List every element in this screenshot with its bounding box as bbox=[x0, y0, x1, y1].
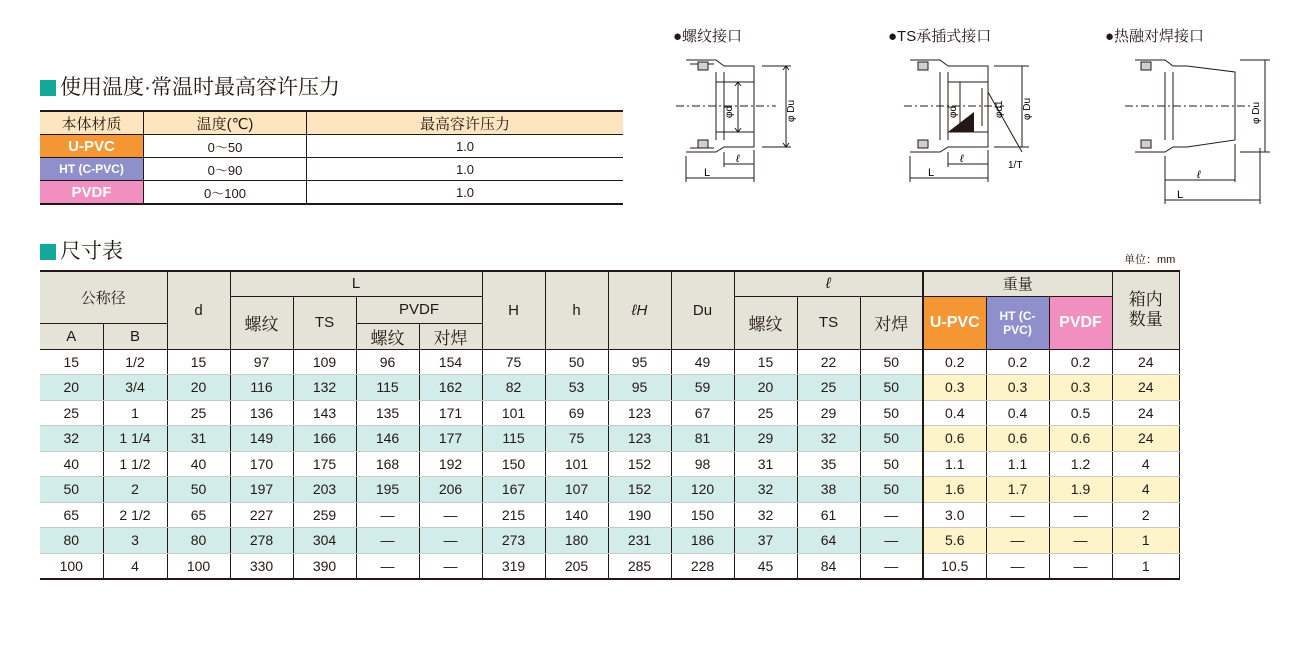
table-cell: 186 bbox=[671, 528, 734, 554]
table-cell: 259 bbox=[293, 502, 356, 528]
table-cell: 167 bbox=[482, 477, 545, 503]
table-cell: — bbox=[1049, 528, 1112, 554]
table-cell: 175 bbox=[293, 451, 356, 477]
header-nominal: 公称径 bbox=[40, 271, 167, 323]
table-cell: 115 bbox=[356, 375, 419, 401]
unit-label: 单位：mm bbox=[1124, 254, 1176, 266]
table-cell: 32 bbox=[40, 426, 103, 452]
table-cell: 152 bbox=[608, 477, 671, 503]
table-cell: 152 bbox=[608, 451, 671, 477]
table-cell: 154 bbox=[419, 349, 482, 375]
table-cell: 195 bbox=[356, 477, 419, 503]
table-cell: 177 bbox=[419, 426, 482, 452]
table-cell: 120 bbox=[671, 477, 734, 503]
table-cell: 65 bbox=[40, 502, 103, 528]
table-cell: 1.2 bbox=[1049, 451, 1112, 477]
du-label: φ Du bbox=[786, 99, 797, 122]
table-cell: 98 bbox=[671, 451, 734, 477]
table-cell: 50 bbox=[40, 477, 103, 503]
table-cell: 20 bbox=[167, 375, 230, 401]
table-cell: 2 bbox=[103, 477, 167, 503]
pressure-section-title bbox=[40, 76, 340, 100]
table-cell: 3.0 bbox=[923, 502, 986, 528]
table-cell: 168 bbox=[356, 451, 419, 477]
table-cell: 390 bbox=[293, 553, 356, 579]
table-row bbox=[40, 158, 623, 181]
temp-cell: 0～100 bbox=[144, 181, 307, 205]
table-cell: — bbox=[419, 553, 482, 579]
table-cell: 0.4 bbox=[923, 400, 986, 426]
table-cell: 1.1 bbox=[986, 451, 1049, 477]
table-cell: 171 bbox=[419, 400, 482, 426]
table-row bbox=[40, 451, 1180, 477]
threaded-joint-diagram bbox=[676, 52, 806, 187]
table-cell: 22 bbox=[797, 349, 860, 375]
header-b: B bbox=[103, 323, 167, 349]
table-cell: 75 bbox=[545, 426, 608, 452]
table-cell: 32 bbox=[734, 502, 797, 528]
table-cell: 24 bbox=[1112, 375, 1180, 401]
section-marker bbox=[40, 244, 56, 260]
table-cell: 96 bbox=[356, 349, 419, 375]
table-cell: 1.9 bbox=[1049, 477, 1112, 503]
table-cell: 0.2 bbox=[986, 349, 1049, 375]
table-cell: — bbox=[356, 528, 419, 554]
table-row bbox=[40, 400, 1180, 426]
table-cell: 3 bbox=[103, 528, 167, 554]
table-row bbox=[40, 375, 1180, 401]
table-cell: 123 bbox=[608, 426, 671, 452]
table-cell: 330 bbox=[230, 553, 293, 579]
l-label: L bbox=[928, 167, 935, 179]
header-weight-pvdf: PVDF bbox=[1049, 296, 1112, 349]
table-cell: 190 bbox=[608, 502, 671, 528]
table-cell: 1 bbox=[103, 400, 167, 426]
table-cell: 4 bbox=[1112, 477, 1180, 503]
header-ell-weld: 对焊 bbox=[860, 296, 923, 349]
table-cell: 4 bbox=[1112, 451, 1180, 477]
d1-label: φd1 bbox=[994, 100, 1005, 118]
table-cell: 64 bbox=[797, 528, 860, 554]
table-cell: 59 bbox=[671, 375, 734, 401]
table-cell: — bbox=[356, 553, 419, 579]
table-cell: 100 bbox=[167, 553, 230, 579]
ell-label: ℓ bbox=[736, 153, 740, 165]
table-cell: 140 bbox=[545, 502, 608, 528]
table-cell: — bbox=[1049, 553, 1112, 579]
table-cell: 15 bbox=[734, 349, 797, 375]
table-cell: 0.3 bbox=[923, 375, 986, 401]
header-L-pvdf: PVDF bbox=[356, 296, 482, 323]
table-cell: 32 bbox=[734, 477, 797, 503]
header-max-pressure: 最高容许压力 bbox=[307, 111, 624, 135]
table-cell: 197 bbox=[230, 477, 293, 503]
table-cell: 0.3 bbox=[1049, 375, 1112, 401]
table-cell: 81 bbox=[671, 426, 734, 452]
table-cell: 15 bbox=[40, 349, 103, 375]
table-cell: 69 bbox=[545, 400, 608, 426]
table-cell: 0.3 bbox=[986, 375, 1049, 401]
table-cell: 304 bbox=[293, 528, 356, 554]
table-cell: 101 bbox=[482, 400, 545, 426]
table-cell: — bbox=[1049, 502, 1112, 528]
table-cell: — bbox=[860, 502, 923, 528]
table-cell: 205 bbox=[545, 553, 608, 579]
table-cell: 116 bbox=[230, 375, 293, 401]
temp-cell: 0～90 bbox=[144, 158, 307, 181]
table-cell: 109 bbox=[293, 349, 356, 375]
table-cell: 0.2 bbox=[923, 349, 986, 375]
table-cell: 206 bbox=[419, 477, 482, 503]
table-cell: 0.2 bbox=[1049, 349, 1112, 375]
size-title-text: 尺寸表 bbox=[60, 240, 123, 263]
table-cell: 38 bbox=[797, 477, 860, 503]
table-cell: 5.6 bbox=[923, 528, 986, 554]
table-cell: 150 bbox=[482, 451, 545, 477]
table-cell: 143 bbox=[293, 400, 356, 426]
header-L-ts: TS bbox=[293, 296, 356, 349]
header-h: h bbox=[545, 271, 608, 349]
header-a: A bbox=[40, 323, 103, 349]
table-cell: 50 bbox=[860, 400, 923, 426]
header-L-pvdf-thread: 螺纹 bbox=[356, 323, 419, 349]
table-cell: 80 bbox=[40, 528, 103, 554]
material-cell: HT (C-PVC) bbox=[40, 158, 144, 181]
temp-cell: 0～50 bbox=[144, 135, 307, 158]
table-cell: 25 bbox=[167, 400, 230, 426]
table-cell: 1 bbox=[1112, 553, 1180, 579]
table-cell: 50 bbox=[167, 477, 230, 503]
header-weight: 重量 bbox=[923, 271, 1112, 296]
table-cell: 10.5 bbox=[923, 553, 986, 579]
table-row bbox=[40, 349, 1180, 375]
table-cell: 24 bbox=[1112, 426, 1180, 452]
ell-label: ℓ bbox=[960, 153, 964, 165]
size-table bbox=[40, 270, 1180, 580]
header-L-thread: 螺纹 bbox=[230, 296, 293, 349]
table-cell: 29 bbox=[734, 426, 797, 452]
table-cell: 123 bbox=[608, 400, 671, 426]
table-row bbox=[40, 426, 1180, 452]
table-cell: 2 bbox=[1112, 502, 1180, 528]
d-label: φd bbox=[948, 105, 959, 118]
table-cell: 149 bbox=[230, 426, 293, 452]
table-cell: 180 bbox=[545, 528, 608, 554]
pressure-table bbox=[40, 110, 623, 205]
header-ell: ℓ bbox=[734, 271, 923, 296]
ts-diagram-title: ●TS承插式接口 bbox=[888, 28, 992, 45]
table-cell: 278 bbox=[230, 528, 293, 554]
table-cell: — bbox=[986, 553, 1049, 579]
fusion-diagram-title: ●热融对焊接口 bbox=[1105, 28, 1205, 45]
table-row bbox=[40, 502, 1180, 528]
table-cell: 146 bbox=[356, 426, 419, 452]
table-cell: 1/2 bbox=[103, 349, 167, 375]
pressure-cell: 1.0 bbox=[307, 158, 624, 181]
table-cell: 50 bbox=[860, 375, 923, 401]
table-cell: 65 bbox=[167, 502, 230, 528]
header-L-pvdf-weld: 对焊 bbox=[419, 323, 482, 349]
table-cell: 75 bbox=[482, 349, 545, 375]
table-cell: 115 bbox=[482, 426, 545, 452]
table-cell: 29 bbox=[797, 400, 860, 426]
table-cell: 67 bbox=[671, 400, 734, 426]
table-cell: 1.7 bbox=[986, 477, 1049, 503]
table-row bbox=[40, 181, 623, 205]
table-cell: 31 bbox=[167, 426, 230, 452]
table-cell: 227 bbox=[230, 502, 293, 528]
ts-joint-diagram bbox=[904, 52, 1044, 187]
header-box: 箱内 数量 bbox=[1112, 271, 1180, 349]
pressure-cell: 1.0 bbox=[307, 135, 624, 158]
table-cell: — bbox=[356, 502, 419, 528]
l-label: L bbox=[704, 167, 711, 179]
table-cell: 107 bbox=[545, 477, 608, 503]
table-cell: — bbox=[986, 502, 1049, 528]
du-label: φ Du bbox=[1022, 97, 1033, 120]
table-cell: 50 bbox=[860, 451, 923, 477]
threaded-diagram-title: ●螺纹接口 bbox=[673, 28, 743, 45]
table-row bbox=[40, 477, 1180, 503]
header-lH: ℓH bbox=[608, 271, 671, 349]
table-cell: 53 bbox=[545, 375, 608, 401]
pressure-cell: 1.0 bbox=[307, 181, 624, 205]
table-cell: 35 bbox=[797, 451, 860, 477]
table-cell: 25 bbox=[734, 400, 797, 426]
table-cell: 285 bbox=[608, 553, 671, 579]
section-marker bbox=[40, 80, 56, 96]
table-cell: 49 bbox=[671, 349, 734, 375]
table-cell: 15 bbox=[167, 349, 230, 375]
material-cell: PVDF bbox=[40, 181, 144, 205]
header-weight-ht: HT (C-PVC) bbox=[986, 296, 1049, 349]
table-cell: 0.6 bbox=[986, 426, 1049, 452]
pressure-title-text: 使用温度·常温时最高容许压力 bbox=[60, 76, 340, 99]
table-cell: 0.5 bbox=[1049, 400, 1112, 426]
table-cell: 97 bbox=[230, 349, 293, 375]
table-cell: — bbox=[419, 502, 482, 528]
table-cell: 3/4 bbox=[103, 375, 167, 401]
table-cell: 273 bbox=[482, 528, 545, 554]
table-cell: 150 bbox=[671, 502, 734, 528]
table-cell: 1 bbox=[1112, 528, 1180, 554]
table-cell: 84 bbox=[797, 553, 860, 579]
table-cell: 1 1/4 bbox=[103, 426, 167, 452]
table-cell: 0.6 bbox=[923, 426, 986, 452]
table-cell: 1 1/2 bbox=[103, 451, 167, 477]
header-temperature: 温度(℃) bbox=[144, 111, 307, 135]
ell-label: ℓ bbox=[1197, 169, 1201, 181]
table-cell: 228 bbox=[671, 553, 734, 579]
table-cell: — bbox=[986, 528, 1049, 554]
table-cell: 50 bbox=[860, 426, 923, 452]
table-cell: 20 bbox=[734, 375, 797, 401]
d-label: φd bbox=[724, 105, 735, 118]
header-material: 本体材质 bbox=[40, 111, 144, 135]
header-ell-ts: TS bbox=[797, 296, 860, 349]
table-cell: 1.1 bbox=[923, 451, 986, 477]
table-cell: 4 bbox=[103, 553, 167, 579]
table-cell: 319 bbox=[482, 553, 545, 579]
table-cell: 50 bbox=[860, 349, 923, 375]
table-cell: 50 bbox=[860, 477, 923, 503]
table-cell: — bbox=[860, 528, 923, 554]
table-cell: 37 bbox=[734, 528, 797, 554]
table-cell: 0.6 bbox=[1049, 426, 1112, 452]
table-cell: 100 bbox=[40, 553, 103, 579]
header-H: H bbox=[482, 271, 545, 349]
table-cell: 231 bbox=[608, 528, 671, 554]
header-L: L bbox=[230, 271, 482, 296]
table-cell: 203 bbox=[293, 477, 356, 503]
table-row bbox=[40, 135, 623, 158]
l-label: L bbox=[1177, 189, 1184, 201]
table-row bbox=[40, 528, 1180, 554]
taper-label: 1/T bbox=[1008, 160, 1023, 171]
table-cell: — bbox=[419, 528, 482, 554]
header-d: d bbox=[167, 271, 230, 349]
table-cell: 24 bbox=[1112, 400, 1180, 426]
table-cell: 50 bbox=[545, 349, 608, 375]
table-cell: — bbox=[860, 553, 923, 579]
fusion-joint-diagram bbox=[1125, 52, 1275, 212]
table-cell: 95 bbox=[608, 349, 671, 375]
table-cell: 61 bbox=[797, 502, 860, 528]
table-cell: 136 bbox=[230, 400, 293, 426]
table-cell: 40 bbox=[40, 451, 103, 477]
table-cell: 45 bbox=[734, 553, 797, 579]
table-cell: 166 bbox=[293, 426, 356, 452]
material-cell: U-PVC bbox=[40, 135, 144, 158]
header-weight-upvc: U-PVC bbox=[923, 296, 986, 349]
table-row bbox=[40, 553, 1180, 579]
size-section-title bbox=[40, 240, 123, 264]
header-ell-thread: 螺纹 bbox=[734, 296, 797, 349]
table-cell: 32 bbox=[797, 426, 860, 452]
table-cell: 82 bbox=[482, 375, 545, 401]
table-cell: 192 bbox=[419, 451, 482, 477]
table-cell: 25 bbox=[40, 400, 103, 426]
header-Du: Du bbox=[671, 271, 734, 349]
table-cell: 1.6 bbox=[923, 477, 986, 503]
table-cell: 25 bbox=[797, 375, 860, 401]
table-cell: 170 bbox=[230, 451, 293, 477]
table-cell: 31 bbox=[734, 451, 797, 477]
table-cell: 95 bbox=[608, 375, 671, 401]
table-cell: 132 bbox=[293, 375, 356, 401]
table-cell: 40 bbox=[167, 451, 230, 477]
table-cell: 2 1/2 bbox=[103, 502, 167, 528]
table-cell: 80 bbox=[167, 528, 230, 554]
du-label: φ Du bbox=[1251, 101, 1262, 124]
table-cell: 0.4 bbox=[986, 400, 1049, 426]
table-cell: 24 bbox=[1112, 349, 1180, 375]
table-cell: 101 bbox=[545, 451, 608, 477]
table-cell: 215 bbox=[482, 502, 545, 528]
table-cell: 135 bbox=[356, 400, 419, 426]
table-cell: 162 bbox=[419, 375, 482, 401]
table-cell: 20 bbox=[40, 375, 103, 401]
